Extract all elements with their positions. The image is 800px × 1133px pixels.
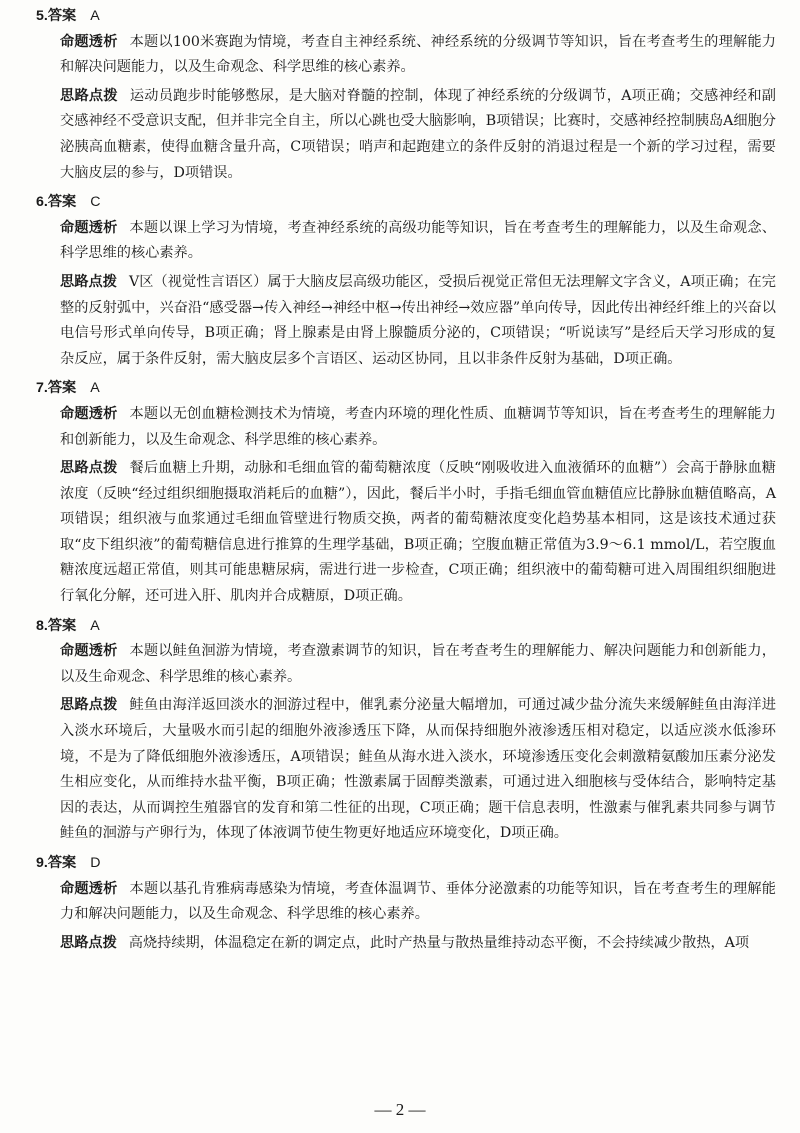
analysis-paragraph bbox=[60, 877, 776, 928]
analysis-text: 本题以鲑鱼洄游为情境，考查激素调节的知识，旨在考查考生的理解能力、解决问题能力和创新能力，以及生命观念、科学思维的核心素养。 bbox=[60, 643, 776, 685]
analysis-label: 命题透析 bbox=[60, 643, 118, 660]
question-number: 6. bbox=[36, 194, 48, 211]
hint-paragraph bbox=[60, 84, 776, 186]
analysis-paragraph bbox=[60, 216, 776, 267]
hint-text: V区（视觉性言语区）属于大脑皮层高级功能区，受损后视觉正常但无法理解文字含义，A项正确；在完整的反射弧中，兴奋沿“感受器→传入神经→神经中枢→传出神经→效应器”单向传导，因此传出神经纤维上的兴奋以电信号形式单向传导，B项正确；肾上腺素是由肾上腺髓质分泌的，C项错误；“听说读写”是经后天学习形成的复杂反应，属于条件反射，需大脑皮层多个言语区、运动区协同，且以非条件反射为基础，D项正确。 bbox=[60, 273, 776, 367]
analysis-label: 命题透析 bbox=[60, 33, 118, 50]
answer-line bbox=[34, 851, 776, 877]
hint-text: 鲑鱼由海洋返回淡水的洄游过程中，催乳素分泌量大幅增加，可通过减少盐分流失来缓解鲑鱼由海洋进入淡水环境后，大量吸水而引起的细胞外液渗透压下降，从而保持细胞外液渗透压相对稳定，以适应淡水低渗环境，不是为了降低细胞外液渗透压，A项错误；鲑鱼从海水进入淡水，环境渗透压变化会刺激精氨酸加压素分泌发生相应变化，从而维持水盐平衡，B项正确；性激素属于固醇类激素，可通过进入细胞核与受体结合，影响特定基因的表达，从而调控生殖器官的发育和第二性征的出现，C项正确；题干信息表明，性激素与催乳素共同参与调节鲑鱼的洄游与产卵行为，体现了体液调节使生物更好地适应环境变化，D项正确。 bbox=[60, 697, 776, 842]
question-6 bbox=[34, 190, 776, 372]
hint-text: 餐后血糖上升期，动脉和毛细血管的葡萄糖浓度（反映“刚吸收进入血液循环的血糖”）会高于静脉血糖浓度（反映“经过组织细胞摄取消耗后的血糖”），因此，餐后半小时，手指毛细血管血糖值应比静脉血糖值略高，A项错误；组织液与血浆通过毛细血管壁进行物质交换，两者的葡萄糖浓度变化趋势基本相同，这是该技术通过获取“皮下组织液”的葡萄糖信息进行推算的生理学基础，B项正确；空腹血糖正常值为3.9～6.1 mmol/L，若空腹血糖浓度远超正常值，则其可能患糖尿病，需进行进一步检查，C项正确；组织液中的葡萄糖可进入周围组织细胞进行氧化分解，还可进入肝、肌肉并合成糖原，D项正确。 bbox=[60, 460, 776, 605]
question-number: 8. bbox=[36, 617, 48, 634]
hint-text: 高烧持续期，体温稳定在新的调定点，此时产热量与散热量维持动态平衡，不会持续减少散热，A项 bbox=[128, 934, 750, 951]
hint-label: 思路点拨 bbox=[60, 697, 118, 714]
hint-label: 思路点拨 bbox=[60, 934, 117, 951]
answer-label: 答案 bbox=[47, 617, 77, 634]
answer-label: 答案 bbox=[47, 8, 77, 24]
answer-value: A bbox=[90, 380, 100, 397]
answer-line bbox=[34, 376, 776, 402]
hint-paragraph bbox=[60, 270, 776, 372]
answer-value: C bbox=[90, 194, 101, 211]
analysis-text: 本题以基孔肯雅病毒感染为情境，考查体温调节、垂体分泌激素的功能等知识，旨在考查考生的理解能力和解决问题能力，以及生命观念、科学思维的核心素养。 bbox=[60, 880, 776, 923]
answer-label: 答案 bbox=[47, 380, 77, 397]
analysis-label: 命题透析 bbox=[60, 880, 118, 897]
analysis-paragraph bbox=[60, 402, 776, 453]
question-number: 9. bbox=[36, 855, 48, 871]
analysis-text: 本题以无创血糖检测技术为情境，考查内环境的理化性质、血糖调节等知识，旨在考查考生的理解能力和创新能力，以及生命观念、科学思维的核心素养。 bbox=[60, 405, 776, 448]
answer-label: 答案 bbox=[47, 855, 77, 871]
hint-label: 思路点拨 bbox=[60, 273, 117, 290]
question-5 bbox=[34, 4, 776, 186]
analysis-label: 命题透析 bbox=[60, 219, 118, 236]
answer-value: A bbox=[90, 8, 100, 24]
question-number: 5. bbox=[36, 8, 48, 24]
hint-paragraph bbox=[60, 693, 776, 847]
hint-label: 思路点拨 bbox=[60, 87, 118, 104]
answer-value: D bbox=[90, 855, 101, 871]
hint-label: 思路点拨 bbox=[60, 460, 118, 477]
answer-line bbox=[34, 4, 776, 30]
answer-line bbox=[34, 614, 776, 640]
question-9 bbox=[34, 851, 776, 956]
answer-line bbox=[34, 190, 776, 216]
analysis-text: 本题以课上学习为情境，考查神经系统的高级功能等知识，旨在考查考生的理解能力，以及生命观念、科学思维的核心素养。 bbox=[60, 219, 776, 262]
analysis-paragraph bbox=[60, 30, 776, 81]
analysis-paragraph bbox=[60, 639, 776, 690]
question-8 bbox=[34, 614, 776, 847]
answer-page bbox=[34, 4, 776, 960]
hint-text: 运动员跑步时能够憋尿，是大脑对脊髓的控制，体现了神经系统的分级调节，A项正确；交感神经和副交感神经不受意识支配，但并非完全自主，所以心跳也受大脑影响，B项错误；比赛时，交感神经控制胰岛A细胞分泌胰高血糖素，使得血糖含量升高，C项错误；哨声和起跑建立的条件反射的消退过程是一个新的学习过程，需要大脑皮层的参与，D项错误。 bbox=[60, 87, 776, 181]
question-number: 7. bbox=[36, 380, 48, 397]
page-number: — 2 — bbox=[374, 1100, 426, 1119]
answer-value: A bbox=[90, 617, 100, 634]
question-7 bbox=[34, 376, 776, 609]
hint-paragraph bbox=[60, 931, 776, 957]
hint-paragraph bbox=[60, 456, 776, 610]
answer-label: 答案 bbox=[47, 194, 77, 211]
analysis-label: 命题透析 bbox=[60, 405, 118, 422]
analysis-text: 本题以100米赛跑为情境，考查自主神经系统、神经系统的分级调节等知识，旨在考查考生的理解能力和解决问题能力，以及生命观念、科学思维的核心素养。 bbox=[60, 33, 776, 76]
